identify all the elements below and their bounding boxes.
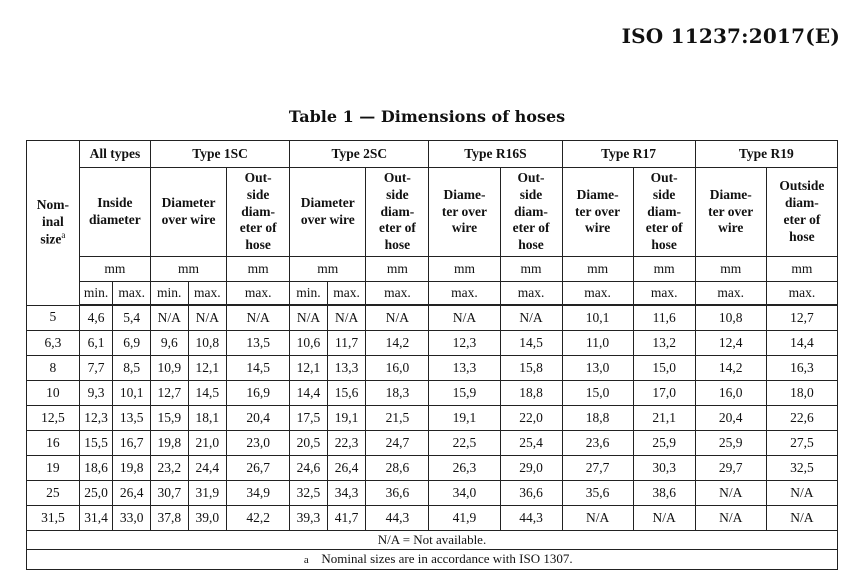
table-cell: 14,4 xyxy=(766,331,837,356)
unit-label: mm xyxy=(290,257,366,282)
table-cell: 12,7 xyxy=(766,305,837,331)
unit-label: mm xyxy=(366,257,429,282)
table-cell: 6,9 xyxy=(113,331,151,356)
table-cell: 7,7 xyxy=(79,356,113,381)
table-cell: 41,7 xyxy=(327,506,366,531)
limit-label: max. xyxy=(633,282,695,306)
table-cell: 15,8 xyxy=(500,356,562,381)
table-cell: 15,0 xyxy=(633,356,695,381)
table-cell: 14,5 xyxy=(188,381,227,406)
unit-label: mm xyxy=(633,257,695,282)
unit-label: mm xyxy=(429,257,500,282)
subheader-r19-diameter-over-wire: Diame- ter over wire xyxy=(695,168,766,257)
table-cell: 23,6 xyxy=(562,431,633,456)
table-cell: 21,1 xyxy=(633,406,695,431)
nominal-size-cell: 6,3 xyxy=(27,331,80,356)
table-cell: 21,5 xyxy=(366,406,429,431)
document-id: ISO 11237:2017(E) xyxy=(621,24,840,48)
table-cell: 9,6 xyxy=(150,331,188,356)
table-cell: 14,5 xyxy=(227,356,290,381)
table-row xyxy=(27,356,838,381)
table-cell: 20,4 xyxy=(227,406,290,431)
table-cell: N/A xyxy=(562,506,633,531)
table-cell: 18,8 xyxy=(562,406,633,431)
table-row xyxy=(27,331,838,356)
table-cell: 11,0 xyxy=(562,331,633,356)
subheader-1sc-outside-diameter: Out- side diam- eter of hose xyxy=(227,168,290,257)
unit-label: mm xyxy=(695,257,766,282)
table-row xyxy=(27,431,838,456)
nominal-size-cell: 12,5 xyxy=(27,406,80,431)
limit-label: max. xyxy=(227,282,290,306)
table-cell: 10,6 xyxy=(290,331,328,356)
limit-label: max. xyxy=(366,282,429,306)
footnote-a xyxy=(27,550,838,570)
table-body xyxy=(27,305,838,531)
table-cell: N/A xyxy=(429,305,500,331)
table-cell: 25,0 xyxy=(79,481,113,506)
unit-label: mm xyxy=(562,257,633,282)
table-cell: 12,1 xyxy=(290,356,328,381)
limit-label: max. xyxy=(562,282,633,306)
table-title: Table 1 — Dimensions of hoses xyxy=(288,107,566,126)
table-cell: 44,3 xyxy=(500,506,562,531)
table-cell: N/A xyxy=(327,305,366,331)
table-cell: 31,4 xyxy=(79,506,113,531)
table-row xyxy=(27,406,838,431)
nominal-size-cell: 10 xyxy=(27,381,80,406)
subheader-inside-diameter: Inside diameter xyxy=(79,168,150,257)
table-cell: 16,3 xyxy=(766,356,837,381)
unit-label: mm xyxy=(79,257,150,282)
table-cell: N/A xyxy=(695,506,766,531)
table-cell: N/A xyxy=(227,305,290,331)
subheader-r17-outside-diameter: Out- side diam- eter of hose xyxy=(633,168,695,257)
unit-label: mm xyxy=(500,257,562,282)
limit-label: max. xyxy=(766,282,837,306)
unit-label: mm xyxy=(150,257,226,282)
group-header-type-2sc: Type 2SC xyxy=(290,141,429,168)
nominal-size-cell: 5 xyxy=(27,305,80,331)
group-header-all-types: All types xyxy=(79,141,150,168)
table-cell: 13,5 xyxy=(113,406,151,431)
table-cell: 18,3 xyxy=(366,381,429,406)
table-cell: 19,1 xyxy=(327,406,366,431)
table-cell: 39,0 xyxy=(188,506,227,531)
table-cell: 25,9 xyxy=(695,431,766,456)
unit-label: mm xyxy=(766,257,837,282)
table-cell: 27,5 xyxy=(766,431,837,456)
table-cell: 24,4 xyxy=(188,456,227,481)
nominal-size-header: Nom- inal size$^a$ xyxy=(27,141,80,306)
table-cell: 13,3 xyxy=(429,356,500,381)
nominal-size-cell: 31,5 xyxy=(27,506,80,531)
group-header-type-1sc: Type 1SC xyxy=(150,141,289,168)
table-cell: 33,0 xyxy=(113,506,151,531)
table-cell: 22,0 xyxy=(500,406,562,431)
table-cell: 11,6 xyxy=(633,305,695,331)
table-cell: 15,0 xyxy=(562,381,633,406)
nominal-size-cell: 19 xyxy=(27,456,80,481)
table-cell: 22,5 xyxy=(429,431,500,456)
table-cell: 10,8 xyxy=(695,305,766,331)
table-cell: 36,6 xyxy=(366,481,429,506)
footnote-mark: a xyxy=(61,230,66,241)
table-cell: 13,2 xyxy=(633,331,695,356)
table-cell: 34,3 xyxy=(327,481,366,506)
table-cell: N/A xyxy=(366,305,429,331)
table-cell: 18,6 xyxy=(79,456,113,481)
group-header-type-r17: Type R17 xyxy=(562,141,695,168)
footnote-a-text: Nominal sizes are in accordance with ISO 1307. xyxy=(321,551,573,567)
table-row xyxy=(27,481,838,506)
limit-label: max. xyxy=(327,282,366,306)
table-cell: 21,0 xyxy=(188,431,227,456)
table-cell: 17,0 xyxy=(633,381,695,406)
limit-label: min. xyxy=(79,282,113,306)
table-cell: 26,7 xyxy=(227,456,290,481)
table-cell: 28,6 xyxy=(366,456,429,481)
table-cell: 5,4 xyxy=(113,305,151,331)
nominal-size-cell: 16 xyxy=(27,431,80,456)
table-cell: 25,4 xyxy=(500,431,562,456)
table-cell: 6,1 xyxy=(79,331,113,356)
table-cell: 13,5 xyxy=(227,331,290,356)
table-cell: N/A xyxy=(290,305,328,331)
table-cell: 14,4 xyxy=(290,381,328,406)
nominal-size-cell: 25 xyxy=(27,481,80,506)
subheader-1sc-diameter-over-wire: Diameter over wire xyxy=(150,168,226,257)
table-cell: N/A xyxy=(150,305,188,331)
table-cell: 44,3 xyxy=(366,506,429,531)
subheader-r16s-diameter-over-wire: Diame- ter over wire xyxy=(429,168,500,257)
table-cell: 20,5 xyxy=(290,431,328,456)
table-cell: 16,7 xyxy=(113,431,151,456)
table-cell: 30,7 xyxy=(150,481,188,506)
limit-label: max. xyxy=(188,282,227,306)
table-cell: 23,2 xyxy=(150,456,188,481)
table-cell: 42,2 xyxy=(227,506,290,531)
table-cell: N/A xyxy=(500,305,562,331)
group-header-type-r16s: Type R16S xyxy=(429,141,562,168)
table-cell: 15,9 xyxy=(429,381,500,406)
subheader-r16s-outside-diameter: Out- side diam- eter of hose xyxy=(500,168,562,257)
table-cell: 22,3 xyxy=(327,431,366,456)
limit-label: max. xyxy=(500,282,562,306)
table-row xyxy=(27,506,838,531)
table-cell: 41,9 xyxy=(429,506,500,531)
table-cell: 27,7 xyxy=(562,456,633,481)
table-cell: 10,8 xyxy=(188,331,227,356)
table-cell: 19,1 xyxy=(429,406,500,431)
limit-label: max. xyxy=(429,282,500,306)
table-cell: 39,3 xyxy=(290,506,328,531)
subheader-2sc-diameter-over-wire: Diameter over wire xyxy=(290,168,366,257)
table-cell: 34,9 xyxy=(227,481,290,506)
table-cell: 36,6 xyxy=(500,481,562,506)
table-cell: N/A xyxy=(633,506,695,531)
table-cell: 10,1 xyxy=(562,305,633,331)
table-cell: 26,4 xyxy=(327,456,366,481)
table-cell: 16,9 xyxy=(227,381,290,406)
subheader-r19-outside-diameter: Outside diam- eter of hose xyxy=(766,168,837,257)
table-cell: 16,0 xyxy=(366,356,429,381)
table-cell: 15,9 xyxy=(150,406,188,431)
table-cell: 4,6 xyxy=(79,305,113,331)
table-cell: 14,2 xyxy=(366,331,429,356)
table-cell: 12,3 xyxy=(79,406,113,431)
limit-label: max. xyxy=(113,282,151,306)
table-cell: N/A xyxy=(695,481,766,506)
limit-label: min. xyxy=(290,282,328,306)
table-cell: 11,7 xyxy=(327,331,366,356)
footnote-not-available: N/A = Not available. xyxy=(27,531,838,550)
table-cell: 12,7 xyxy=(150,381,188,406)
table-cell: 24,6 xyxy=(290,456,328,481)
table-cell: 23,0 xyxy=(227,431,290,456)
table-cell: 30,3 xyxy=(633,456,695,481)
limit-label: min. xyxy=(150,282,188,306)
table-cell: 38,6 xyxy=(633,481,695,506)
table-cell: N/A xyxy=(766,481,837,506)
group-header-type-r19: Type R19 xyxy=(695,141,837,168)
unit-label: mm xyxy=(227,257,290,282)
table-cell: 34,0 xyxy=(429,481,500,506)
table-cell: N/A xyxy=(766,506,837,531)
table-cell: 29,7 xyxy=(695,456,766,481)
table-cell: 18,1 xyxy=(188,406,227,431)
table-cell: 18,8 xyxy=(500,381,562,406)
table-cell: 18,0 xyxy=(766,381,837,406)
table-cell: 10,1 xyxy=(113,381,151,406)
table-row xyxy=(27,381,838,406)
table-cell: 29,0 xyxy=(500,456,562,481)
table-row xyxy=(27,305,838,331)
table-cell: N/A xyxy=(188,305,227,331)
subheader-2sc-outside-diameter: Out- side diam- eter of hose xyxy=(366,168,429,257)
table-cell: 12,3 xyxy=(429,331,500,356)
footnote-a-mark: a xyxy=(303,554,309,567)
table-cell: 22,6 xyxy=(766,406,837,431)
table-cell: 26,4 xyxy=(113,481,151,506)
limit-label: max. xyxy=(695,282,766,306)
table-cell: 8,5 xyxy=(113,356,151,381)
table-cell: 32,5 xyxy=(290,481,328,506)
table-cell: 15,5 xyxy=(79,431,113,456)
table-cell: 19,8 xyxy=(113,456,151,481)
table-cell: 25,9 xyxy=(633,431,695,456)
table-cell: 26,3 xyxy=(429,456,500,481)
subheader-r17-diameter-over-wire: Diame- ter over wire xyxy=(562,168,633,257)
table-cell: 24,7 xyxy=(366,431,429,456)
table-cell: 20,4 xyxy=(695,406,766,431)
table-cell: 12,1 xyxy=(188,356,227,381)
table-cell: 10,9 xyxy=(150,356,188,381)
table-row xyxy=(27,456,838,481)
table-cell: 16,0 xyxy=(695,381,766,406)
dimensions-table xyxy=(26,140,838,570)
table-cell: 12,4 xyxy=(695,331,766,356)
table-cell: 19,8 xyxy=(150,431,188,456)
table-cell: 32,5 xyxy=(766,456,837,481)
table-cell: 35,6 xyxy=(562,481,633,506)
table-cell: 13,3 xyxy=(327,356,366,381)
table-cell: 14,5 xyxy=(500,331,562,356)
table-cell: 31,9 xyxy=(188,481,227,506)
table-cell: 37,8 xyxy=(150,506,188,531)
table-cell: 9,3 xyxy=(79,381,113,406)
table-cell: 17,5 xyxy=(290,406,328,431)
table-cell: 13,0 xyxy=(562,356,633,381)
nominal-size-cell: 8 xyxy=(27,356,80,381)
table-cell: 15,6 xyxy=(327,381,366,406)
table-cell: 14,2 xyxy=(695,356,766,381)
